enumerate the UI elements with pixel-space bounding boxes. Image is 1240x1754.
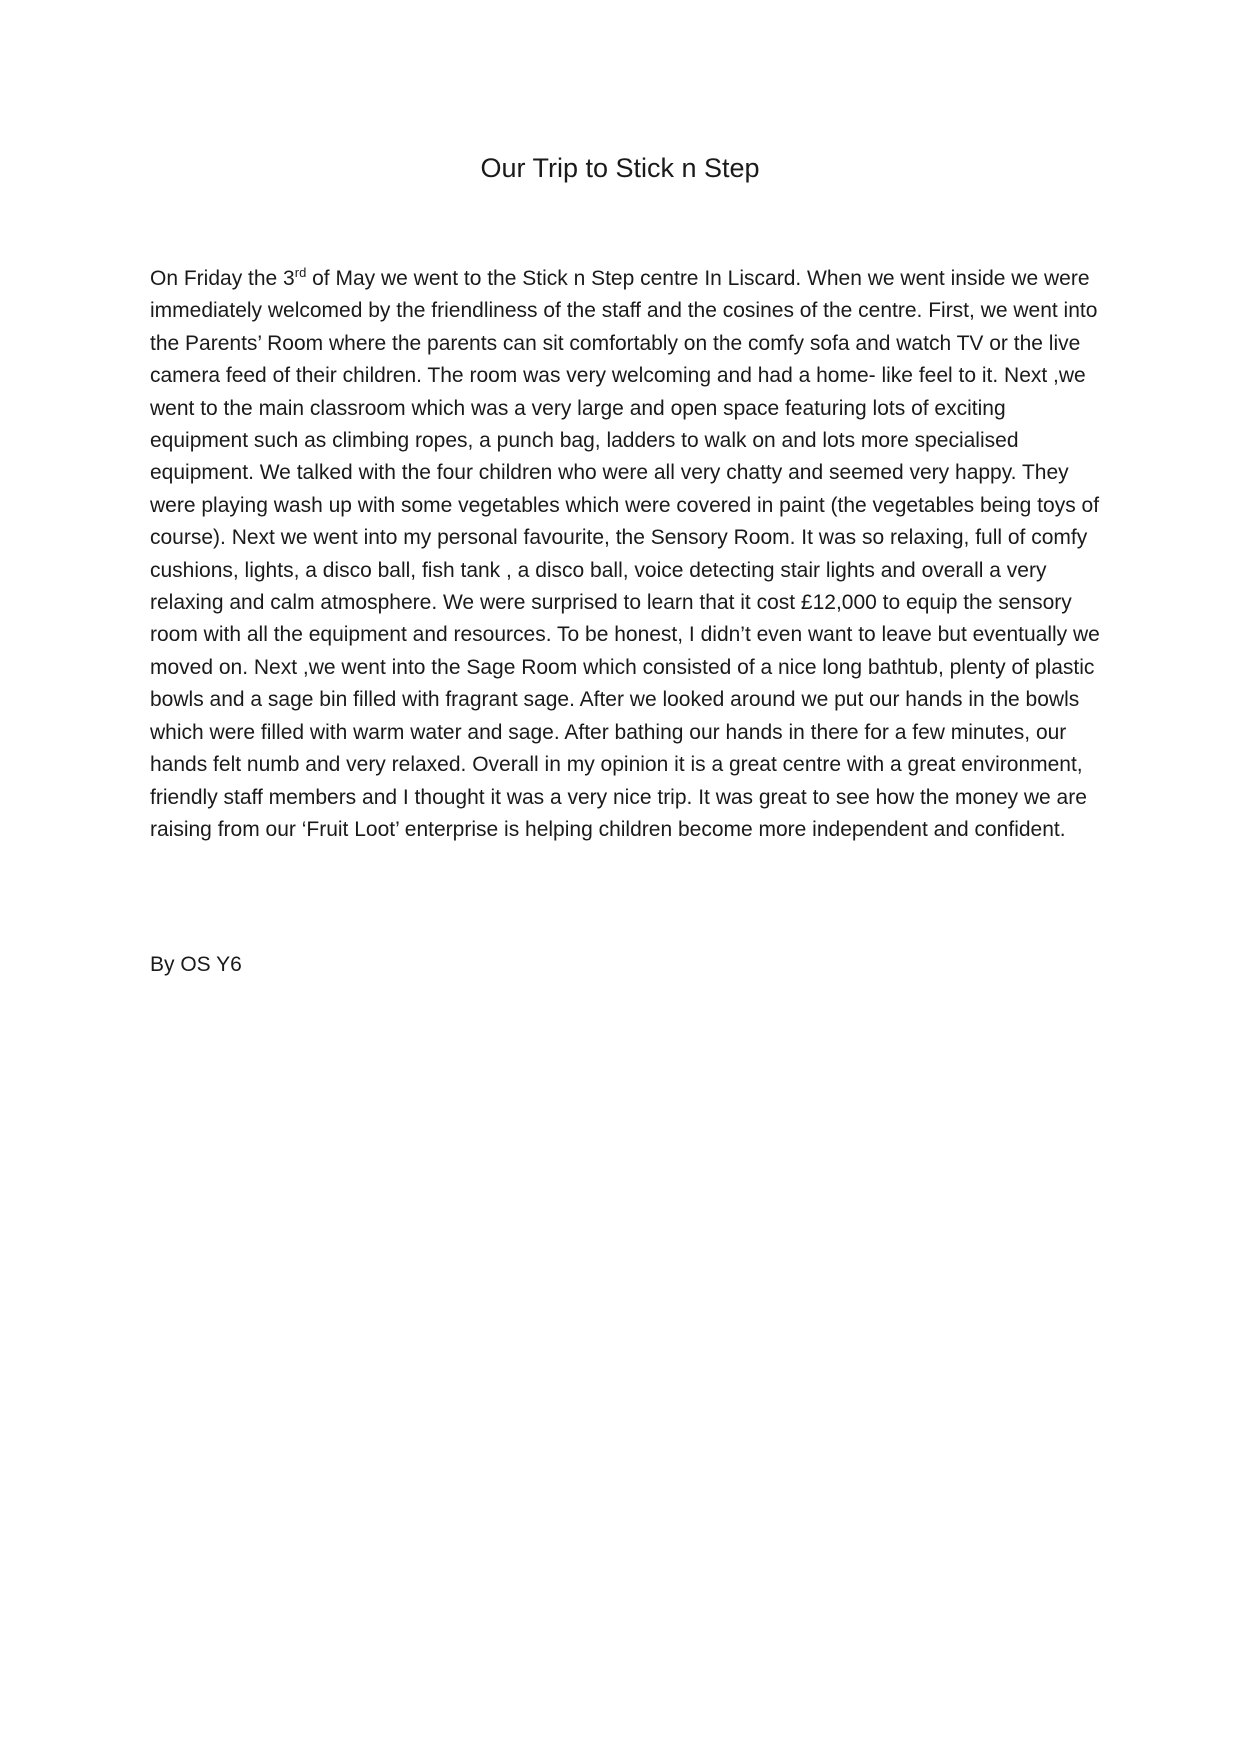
author-byline: By OS Y6 — [150, 953, 242, 976]
ordinal-superscript: rd — [294, 265, 307, 280]
document-title: Our Trip to Stick n Step — [480, 153, 760, 183]
paragraph-lead: On Friday the 3 — [150, 267, 295, 290]
paragraph-text: of May we went to the Stick n Step centre In Liscard. When we went inside we were immediately welcomed by the friendliness of the staff and the cosines of the centre. First, we went into the Parents’ Room where the parents can sit comfortably on the comfy sofa and watch TV or the live camera feed of their children. The room was very welcoming and had a home- like feel to it. Next ,we went to the main classroom which was a very large and open space featuring lots of exciting equipment such as climbing ropes, a punch bag, ladders to walk on and lots more specialised equipment. We talked with the four children who were all very chatty and seemed very happy. They were playing wash up with some vegetables which were covered in paint (the vegetables being toys of course). Next we went into my personal favourite, the Sensory Room. It was so relaxing, full of comfy cushions, lights, a disco ball, fish tank , a disco ball, voice detecting stair lights and overall a very relaxing and calm atmosphere. We were surprised to learn that it cost £12,000 to equip the sensory room with all the equipment and resources. To be honest, I didn’t even want to leave but eventually we moved on. Next ,we went into the Sage Room which consisted of a nice long bathtub, plenty of plastic bowls and a sage bin filled with fragrant sage. After we looked around we put our hands in the bowls which were filled with warm water and sage. After bathing our hands in there for a few minutes, our hands felt numb and very relaxed. Overall in my opinion it is a great centre with a great environment, friendly staff members and I thought it was a very nice trip. It was great to see how the money we are raising from our ‘Fruit Loot’ enterprise is helping children become more independent and confident. — [150, 267, 1100, 841]
body-paragraph — [150, 263, 1100, 846]
